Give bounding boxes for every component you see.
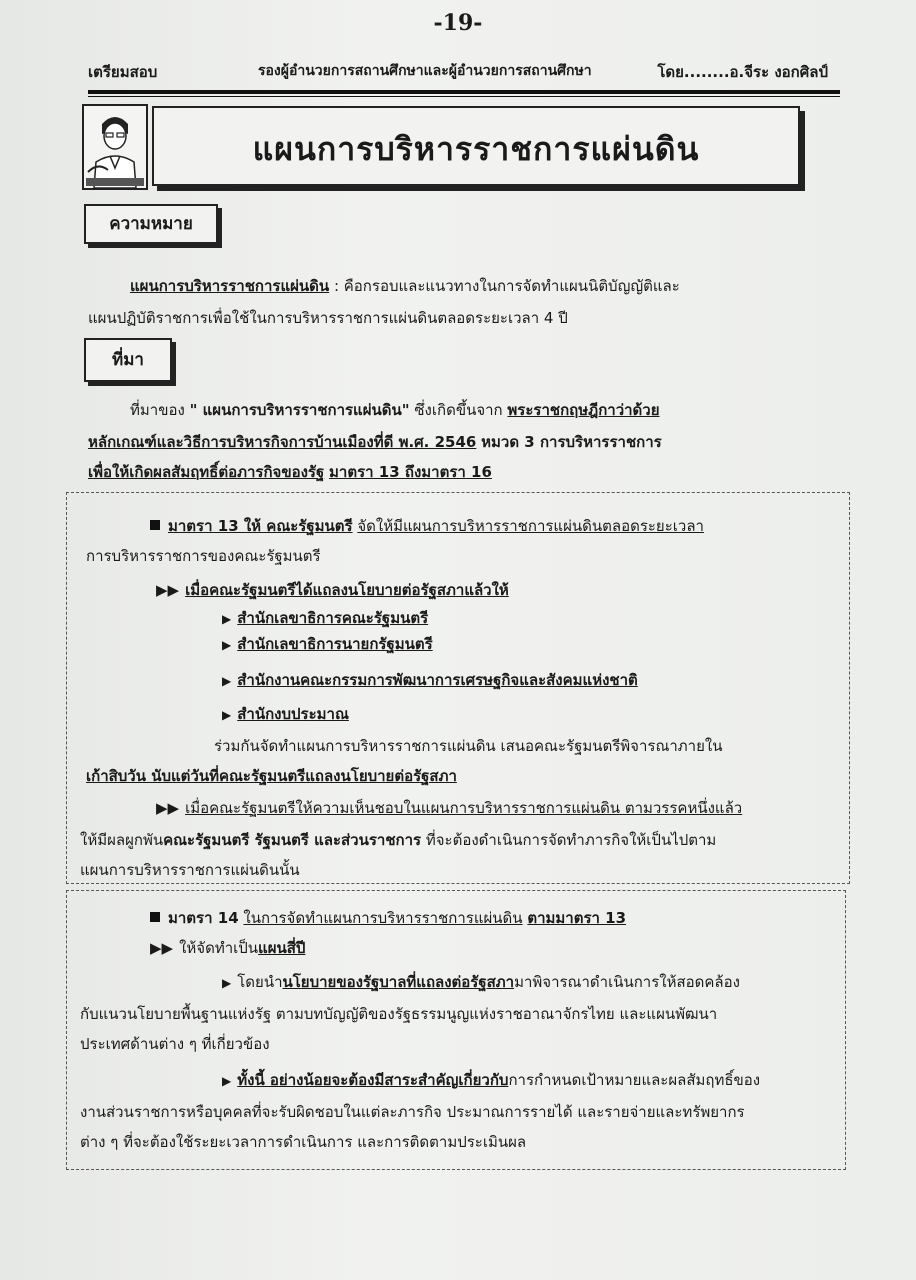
article-14-plan <box>150 936 305 960</box>
origin-chapter: หมวด 3 การบริหารราชการ <box>481 433 662 451</box>
origin-line-3 <box>88 460 492 484</box>
point-essentials: ทั้งนี้ อย่างน้อยจะต้องมีสาระสำคัญเกี่ยวกับ <box>237 1071 509 1089</box>
approval-text: เมื่อคณะรัฐมนตรีให้ความเห็นชอบในแผนการบริหารราชการแผ่นดิน ตามวรรคหนึ่งแล้ว <box>185 799 743 817</box>
origin-purpose: เพื่อให้เกิดผลสัมฤทธิ์ต่อภารกิจของรัฐ <box>88 463 325 481</box>
approval-bound-parties: คณะรัฐมนตรี รัฐมนตรี และส่วนราชการ <box>163 831 422 849</box>
agency-item <box>222 702 349 726</box>
arrow-bullet-icon: ▶ <box>222 976 232 990</box>
arrow-bullet-icon: ▶ <box>222 1074 232 1088</box>
arrow-bullet-icon: ▶ <box>222 612 232 626</box>
origin-text: ที่มาของ <box>130 401 185 419</box>
agency-item <box>222 668 638 692</box>
approval-text: ที่จะต้องดำเนินการจัดทำภารกิจให้เป็นไปตาม <box>425 831 717 849</box>
article-13-deadline: เก้าสิบวัน นับแต่วันที่คณะรัฐมนตรีแถลงนโยบายต่อรัฐสภา <box>86 767 457 785</box>
meaning-term: แผนการบริหารราชการแผ่นดิน <box>130 277 330 295</box>
agency-label: สำนักเลขาธิการนายกรัฐมนตรี <box>237 635 433 653</box>
header-middle: รองผู้อำนวยการสถานศึกษาและผู้อำนวยการสถานศึกษา <box>258 63 592 79</box>
origin-decree: พระราชกฤษฎีกาว่าด้วย <box>507 401 660 419</box>
origin-plan-name: " แผนการบริหารราชการแผ่นดิน" <box>189 401 410 419</box>
article-13-joint: ร่วมกันจัดทำแผนการบริหารราชการแผ่นดิน เสนอคณะรัฐมนตรีพิจารณาภายใน <box>214 737 723 755</box>
origin-text: ซึ่งเกิดขึ้นจาก <box>414 401 503 419</box>
article-14-point-2 <box>222 1068 760 1092</box>
author-portrait-image <box>82 104 148 190</box>
article-14-point-2-line-2: งานส่วนราชการหรือบุคคลที่จะรับผิดชอบในแต่ละภารกิจ ประมาณการรายได้ และรายจ่ายและทรัพยากร <box>80 1103 745 1121</box>
arrow-bullet-icon: ▶ <box>222 708 232 722</box>
article-14-heading: มาตรา 14 <box>168 909 239 927</box>
article-14-point-2-line-3: ต่าง ๆ ที่จะต้องใช้ระยะเวลาการดำเนินการ และการติดตามประเมินผล <box>80 1133 527 1151</box>
point-text: โดยนำ <box>237 973 283 991</box>
article-13-approval-2 <box>80 828 716 852</box>
meaning-line-2: แผนปฏิบัติราชการเพื่อใช้ในการบริหารราชการแผ่นดินตลอดระยะเวลา 4 ปี <box>88 309 568 327</box>
point-policy: นโยบายของรัฐบาลที่แถลงต่อรัฐสภา <box>282 973 515 991</box>
article-13-approval-1 <box>156 796 742 820</box>
origin-articles: มาตรา 13 ถึงมาตรา 16 <box>329 463 492 481</box>
article-14-reference: ตามมาตรา 13 <box>527 909 627 927</box>
origin-line-2 <box>88 430 662 454</box>
section-heading-meaning: ความหมาย <box>84 204 218 244</box>
article-14-line-1 <box>150 906 626 930</box>
header-rule-thin <box>88 96 840 97</box>
article-13-approval-3: แผนการบริหารราชการแผ่นดินนั้น <box>80 861 300 879</box>
page-title: แผนการบริหารราชการแผ่นดิน <box>252 130 700 168</box>
arrow-bullet-icon: ▶ <box>222 638 232 652</box>
article-14-point-1 <box>222 970 740 994</box>
agency-label: สำนักงบประมาณ <box>237 705 349 723</box>
article-13-line-2: การบริหารราชการของคณะรัฐมนตรี <box>86 547 321 565</box>
point-text: การกำหนดเป้าหมายและผลสัมฤทธิ์ของ <box>508 1071 761 1089</box>
page-number: -19- <box>433 10 483 36</box>
double-arrow-icon: ▶▶ <box>156 799 180 817</box>
header-rule-thick <box>88 90 840 94</box>
article-14-box <box>66 890 846 1170</box>
double-arrow-icon: ▶▶ <box>156 581 180 599</box>
meaning-definition: : คือกรอบและแนวทางในการจัดทำแผนนิติบัญญัติและ <box>333 277 680 295</box>
article-14-point-1-line-3: ประเทศด้านต่าง ๆ ที่เกี่ยวข้อง <box>80 1035 270 1053</box>
header-author: โดย........อ.จีระ งอกศิลป์ <box>657 63 828 81</box>
agency-item <box>222 632 433 656</box>
agency-item <box>222 606 428 630</box>
arrow-bullet-icon: ▶ <box>222 674 232 688</box>
double-arrow-icon: ▶▶ <box>150 939 174 957</box>
meaning-line-1 <box>130 274 680 298</box>
article-13-sub-heading <box>156 578 509 602</box>
agency-label: สำนักเลขาธิการคณะรัฐมนตรี <box>237 609 429 627</box>
article-14-text: ในการจัดทำแผนการบริหารราชการแผ่นดิน <box>243 909 523 927</box>
sub-heading-text: เมื่อคณะรัฐมนตรีได้แถลงนโยบายต่อรัฐสภาแล้วให้ <box>185 581 509 599</box>
square-bullet-icon <box>150 520 160 530</box>
origin-line-1 <box>130 398 660 422</box>
article-13-line-1 <box>150 514 704 538</box>
article-13-heading: มาตรา 13 ให้ คณะรัฐมนตรี <box>168 517 353 535</box>
square-bullet-icon <box>150 912 160 922</box>
plan-text: ให้จัดทำเป็น <box>179 939 259 957</box>
article-14-point-1-line-2: กับแนวนโยบายพื้นฐานแห่งรัฐ ตามบทบัญญัติของรัฐธรรมนูญแห่งราชอาณาจักรไทย และแผนพัฒนา <box>80 1005 718 1023</box>
header-left: เตรียมสอบ <box>88 63 158 81</box>
approval-text: ให้มีผลผูกพัน <box>80 831 164 849</box>
point-text: มาพิจารณาดำเนินการให้สอดคล้อง <box>514 973 740 991</box>
title-box <box>152 106 800 186</box>
origin-decree-title: หลักเกณฑ์และวิธีการบริหารกิจการบ้านเมืองที่ดี พ.ศ. 2546 <box>88 433 477 451</box>
section-heading-origin: ที่มา <box>84 338 172 382</box>
plan-four-year: แผนสี่ปี <box>258 939 306 957</box>
agency-label: สำนักงานคณะกรรมการพัฒนาการเศรษฐกิจและสังคมแห่งชาติ <box>237 671 638 689</box>
article-13-text: จัดให้มีแผนการบริหารราชการแผ่นดินตลอดระยะเวลา <box>357 517 704 535</box>
